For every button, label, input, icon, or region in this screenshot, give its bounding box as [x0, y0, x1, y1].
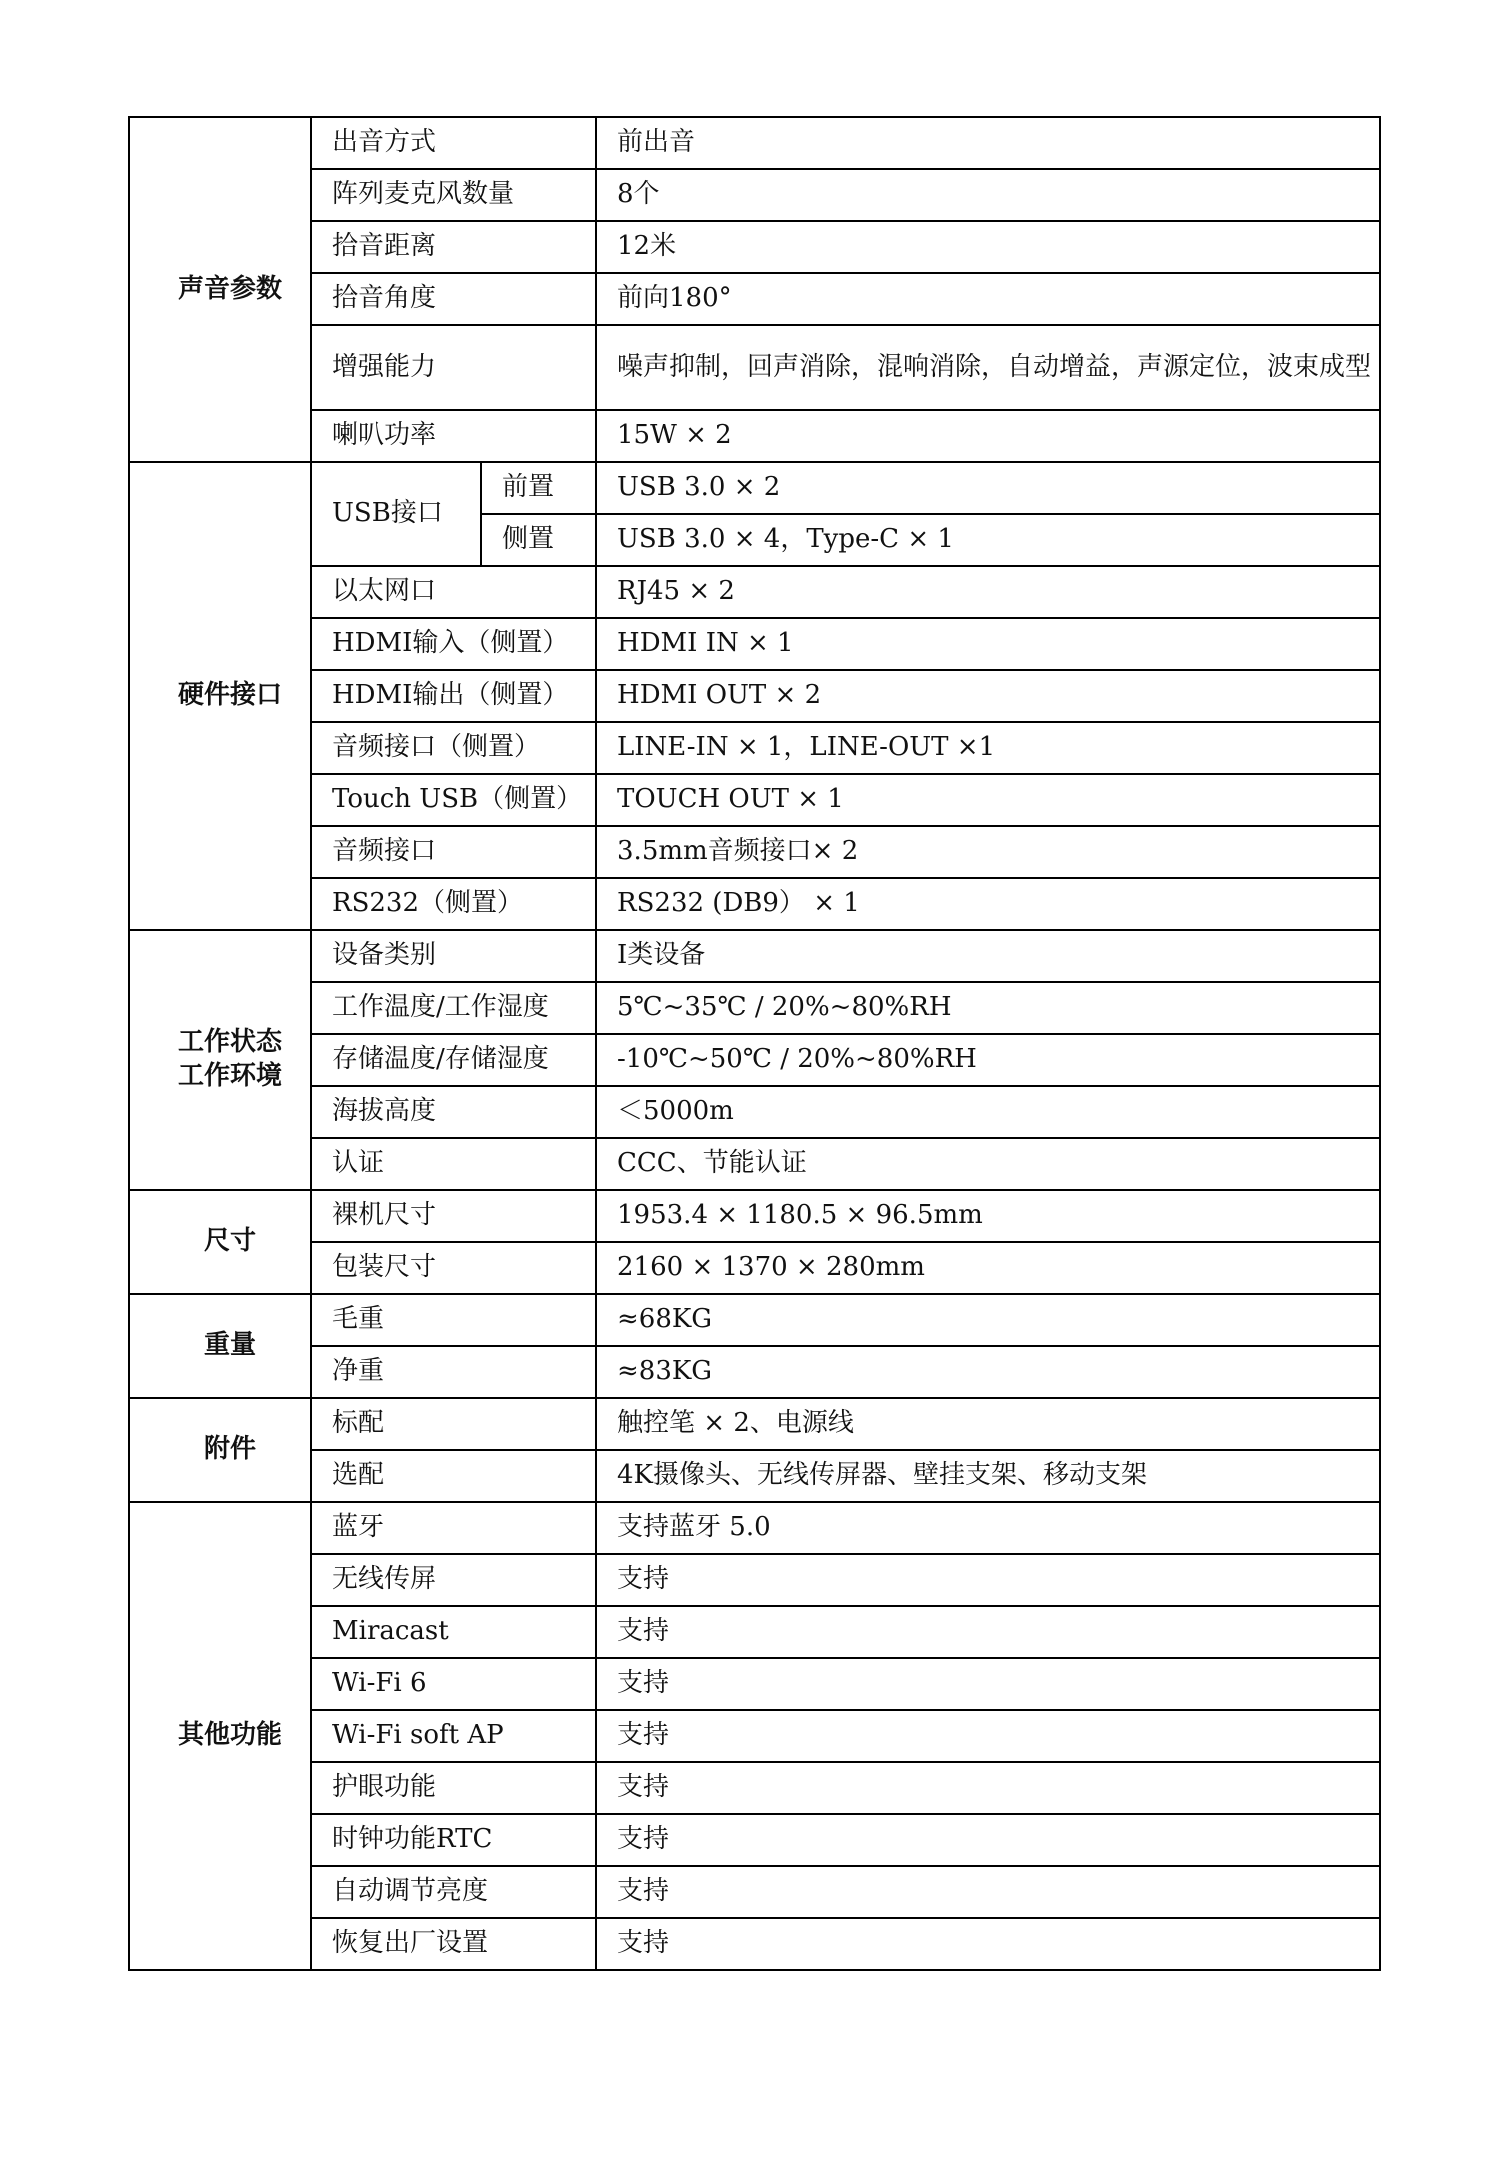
row-value: 前向180°	[596, 273, 1380, 325]
row-value: 支持	[596, 1554, 1380, 1606]
category-audio: 声音参数	[129, 117, 311, 462]
row-label: RS232（侧置）	[311, 878, 596, 930]
row-label: 选配	[311, 1450, 596, 1502]
row-sublabel: 前置	[481, 462, 596, 514]
spec-table	[128, 116, 1381, 1971]
row-label: HDMI输出（侧置）	[311, 670, 596, 722]
category-other-features: 其他功能	[129, 1502, 311, 1970]
row-value: 支持	[596, 1918, 1380, 1970]
row-label: 拾音距离	[311, 221, 596, 273]
row-value: 支持	[596, 1866, 1380, 1918]
row-value: 3.5mm音频接口× 2	[596, 826, 1380, 878]
table-row	[129, 1242, 1380, 1294]
row-value: 前出音	[596, 117, 1380, 169]
table-row	[129, 826, 1380, 878]
table-row	[129, 722, 1380, 774]
row-value: 4K摄像头、无线传屏器、壁挂支架、移动支架	[596, 1450, 1380, 1502]
row-label: Wi-Fi 6	[311, 1658, 596, 1710]
table-row	[129, 1138, 1380, 1190]
row-label: 包装尺寸	[311, 1242, 596, 1294]
table-row	[129, 774, 1380, 826]
table-row	[129, 325, 1380, 410]
row-value: USB 3.0 × 2	[596, 462, 1380, 514]
row-value: 1953.4 × 1180.5 × 96.5mm	[596, 1190, 1380, 1242]
table-row	[129, 169, 1380, 221]
row-value: 支持蓝牙 5.0	[596, 1502, 1380, 1554]
row-label: 标配	[311, 1398, 596, 1450]
row-label: 音频接口	[311, 826, 596, 878]
table-row	[129, 1398, 1380, 1450]
row-label: 净重	[311, 1346, 596, 1398]
table-row	[129, 1294, 1380, 1346]
row-value: 支持	[596, 1606, 1380, 1658]
row-label: 海拔高度	[311, 1086, 596, 1138]
table-row	[129, 1762, 1380, 1814]
row-label: Miracast	[311, 1606, 596, 1658]
row-value: HDMI IN × 1	[596, 618, 1380, 670]
row-label: 裸机尺寸	[311, 1190, 596, 1242]
table-row	[129, 1346, 1380, 1398]
row-label: 阵列麦克风数量	[311, 169, 596, 221]
table-row	[129, 1450, 1380, 1502]
table-row	[129, 878, 1380, 930]
table-row	[129, 1814, 1380, 1866]
row-value: ≈83KG	[596, 1346, 1380, 1398]
row-label: 存储温度/存储湿度	[311, 1034, 596, 1086]
row-value: RJ45 × 2	[596, 566, 1380, 618]
row-value: I类设备	[596, 930, 1380, 982]
table-row	[129, 1606, 1380, 1658]
row-label: Touch USB（侧置）	[311, 774, 596, 826]
row-value: 15W × 2	[596, 410, 1380, 462]
row-value: CCC、节能认证	[596, 1138, 1380, 1190]
row-value: ＜5000m	[596, 1086, 1380, 1138]
row-label: 以太网口	[311, 566, 596, 618]
row-value: 噪声抑制，回声消除，混响消除，自动增益，声源定位，波束成型	[596, 325, 1380, 410]
table-row	[129, 1658, 1380, 1710]
table-row	[129, 1502, 1380, 1554]
row-value: HDMI OUT × 2	[596, 670, 1380, 722]
table-row	[129, 1034, 1380, 1086]
table-row	[129, 670, 1380, 722]
table-row	[129, 117, 1380, 169]
table-row	[129, 930, 1380, 982]
table-row	[129, 982, 1380, 1034]
row-value: USB 3.0 × 4，Type-C × 1	[596, 514, 1380, 566]
table-row	[129, 1086, 1380, 1138]
category-accessories: 附件	[129, 1398, 311, 1502]
row-label: 认证	[311, 1138, 596, 1190]
table-row	[129, 618, 1380, 670]
table-row	[129, 221, 1380, 273]
table-row	[129, 1190, 1380, 1242]
row-value: 12米	[596, 221, 1380, 273]
category-hardware: 硬件接口	[129, 462, 311, 930]
row-value: 支持	[596, 1762, 1380, 1814]
table-row	[129, 410, 1380, 462]
row-value: 触控笔 × 2、电源线	[596, 1398, 1380, 1450]
row-value: TOUCH OUT × 1	[596, 774, 1380, 826]
row-label: HDMI输入（侧置）	[311, 618, 596, 670]
row-value: 支持	[596, 1814, 1380, 1866]
row-value: RS232 (DB9） × 1	[596, 878, 1380, 930]
row-value: 支持	[596, 1658, 1380, 1710]
category-environment: 工作状态 工作环境	[129, 930, 311, 1190]
row-label: 拾音角度	[311, 273, 596, 325]
row-label: 出音方式	[311, 117, 596, 169]
table-row	[129, 1866, 1380, 1918]
row-label: 增强能力	[311, 325, 596, 410]
row-sublabel: 侧置	[481, 514, 596, 566]
row-value: ≈68KG	[596, 1294, 1380, 1346]
table-row	[129, 1554, 1380, 1606]
row-value: -10℃~50℃ / 20%~80%RH	[596, 1034, 1380, 1086]
category-weight: 重量	[129, 1294, 311, 1398]
row-label: 护眼功能	[311, 1762, 596, 1814]
row-label: 音频接口（侧置）	[311, 722, 596, 774]
row-label: Wi-Fi soft AP	[311, 1710, 596, 1762]
row-label: 时钟功能RTC	[311, 1814, 596, 1866]
row-value: 8个	[596, 169, 1380, 221]
row-value: 5℃~35℃ / 20%~80%RH	[596, 982, 1380, 1034]
table-row	[129, 1918, 1380, 1970]
row-label: 恢复出厂设置	[311, 1918, 596, 1970]
table-row	[129, 462, 1380, 514]
table-row	[129, 1710, 1380, 1762]
row-label: 毛重	[311, 1294, 596, 1346]
row-label: 设备类别	[311, 930, 596, 982]
row-label: 无线传屏	[311, 1554, 596, 1606]
row-label-usb: USB接口	[311, 462, 481, 566]
row-value: 支持	[596, 1710, 1380, 1762]
row-label: 工作温度/工作湿度	[311, 982, 596, 1034]
category-dimensions: 尺寸	[129, 1190, 311, 1294]
table-row	[129, 273, 1380, 325]
row-value: 2160 × 1370 × 280mm	[596, 1242, 1380, 1294]
row-label: 喇叭功率	[311, 410, 596, 462]
row-label: 蓝牙	[311, 1502, 596, 1554]
table-row	[129, 566, 1380, 618]
row-value: LINE-IN × 1，LINE-OUT ×1	[596, 722, 1380, 774]
row-label: 自动调节亮度	[311, 1866, 596, 1918]
